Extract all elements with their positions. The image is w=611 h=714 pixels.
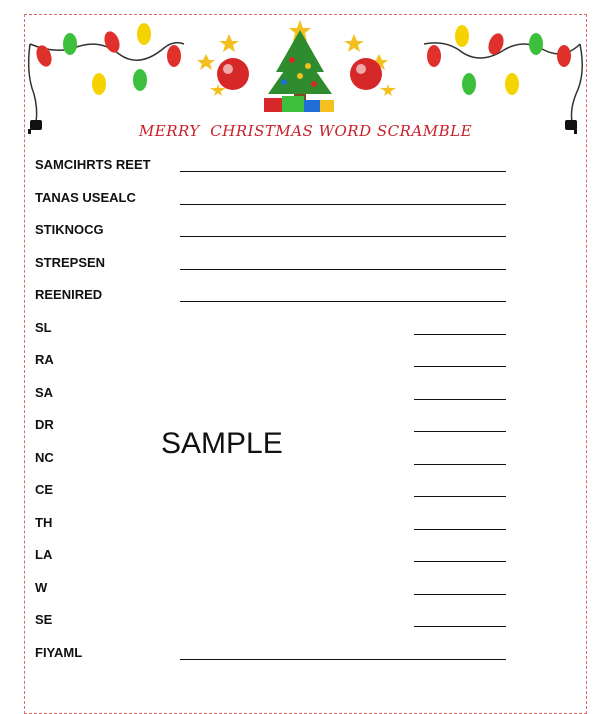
answer-line[interactable] <box>414 464 506 465</box>
scrambled-word: REENIRED <box>35 287 103 302</box>
scrambled-word: TANAS USEALC <box>35 189 136 205</box>
answer-line[interactable] <box>414 594 506 595</box>
answer-line[interactable] <box>180 269 506 270</box>
answer-line[interactable] <box>414 334 506 335</box>
header-decoration <box>24 14 587 134</box>
scrambled-word: DR <box>35 417 54 432</box>
scrambled-word: RA <box>35 352 54 367</box>
scrambled-word: STIKNOCG <box>35 222 104 237</box>
sample-watermark: SAMPLE <box>161 427 283 460</box>
answer-line[interactable] <box>414 529 506 530</box>
scrambled-word: TH <box>35 514 53 530</box>
worksheet-title: MERRY CHRISTMAS WORD SCRAMBLE <box>138 122 473 140</box>
answer-line[interactable] <box>414 431 506 432</box>
answer-line[interactable] <box>414 366 506 367</box>
christmas-lights-icon <box>424 25 582 122</box>
answer-line[interactable] <box>414 399 506 400</box>
answer-line[interactable] <box>180 236 506 237</box>
scrambled-word: NC <box>35 449 54 465</box>
scrambled-word: CE <box>35 482 54 497</box>
gift-icon <box>264 96 334 112</box>
answer-line[interactable] <box>180 659 506 660</box>
scrambled-word: W <box>35 579 48 595</box>
scrambled-word: SAMCIHRTS REET <box>35 157 151 172</box>
scrambled-word: SE <box>35 612 53 627</box>
scrambled-word: LA <box>35 547 53 562</box>
scrambled-word: SA <box>35 384 54 400</box>
scrambled-word: SL <box>35 319 52 335</box>
answer-line[interactable] <box>180 171 506 172</box>
answer-line[interactable] <box>180 204 506 205</box>
answer-line[interactable] <box>414 496 506 497</box>
scrambled-word: STREPSEN <box>35 254 106 270</box>
answer-line[interactable] <box>180 301 506 302</box>
answer-line[interactable] <box>414 626 506 627</box>
scrambled-word: FIYAML <box>35 644 83 660</box>
answer-line[interactable] <box>414 561 506 562</box>
christmas-lights-icon <box>29 23 184 122</box>
christmas-tree-icon <box>268 20 332 104</box>
